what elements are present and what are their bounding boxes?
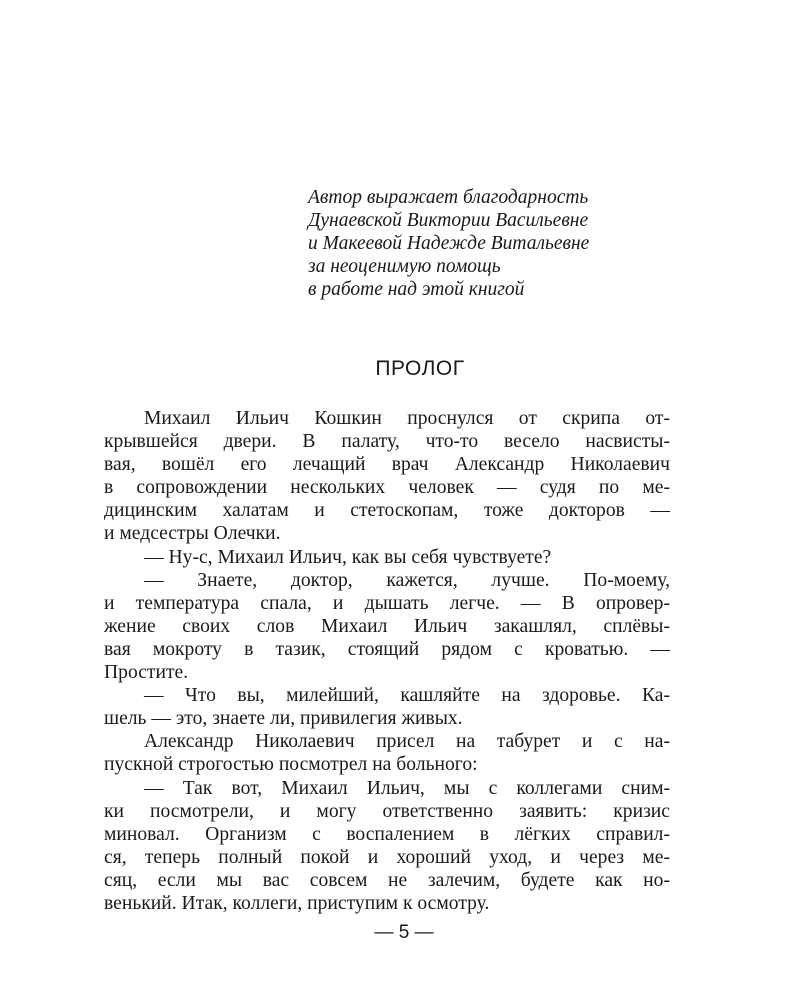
text-line: Михаил Ильич Кошкин проснулся от скрипа от- [144, 408, 670, 429]
text-line: — Что вы, милейший, кашляйте на здоровье. Ка- [144, 685, 670, 707]
text-line: и медсестры Олечки. [104, 523, 281, 545]
text-line: дицинским халатам и стетоскопам, тоже докторов — [104, 500, 670, 522]
dedication-line: в работе над этой книгой [308, 279, 525, 300]
page-number: — 5 — [374, 922, 434, 943]
text-line: — Знаете, доктор, кажется, лучше. По-моему, [144, 569, 670, 591]
chapter-title: ПРОЛОГ [375, 357, 465, 380]
text-line: ся, теперь полный покой и хороший уход, и через ме- [104, 846, 670, 868]
text-line: в сопровождении нескольких человек — судя по ме- [104, 477, 670, 499]
text-line: жение своих слов Михаил Ильич закашлял, сплёвы- [104, 615, 670, 637]
dedication-line: за неоценимую помощь [308, 256, 501, 277]
dedication-line: Автор выражает благодарность [308, 187, 589, 208]
text-line: миновал. Организм с воспалением в лёгких справил- [104, 823, 670, 845]
text-line: ки посмотрели, и могу ответственно заявить: кризис [104, 800, 670, 822]
text-line: венький. Итак, коллеги, приступим к осмотру. [104, 892, 490, 914]
text-line: вая мокроту в тазик, стоящий рядом с кроватью. — [104, 638, 670, 660]
dedication-epigraph [308, 186, 738, 301]
text-line: — Ну-с, Михаил Ильич, как вы себя чувствуете? [144, 546, 552, 568]
text-line: Простите. [104, 662, 189, 684]
text-line: пускной строгостью посмотрел на больного: [104, 754, 478, 776]
text-line: и температура спала, и дышать легче. — В опровер- [104, 592, 670, 614]
text-line: — Так вот, Михаил Ильич, мы с коллегами сним- [144, 777, 670, 799]
text-line: вая, вошёл его лечащий врач Александр Николаевич [104, 454, 670, 476]
dedication-line: и Макеевой Надежде Витальевне [308, 233, 590, 254]
text-line: Александр Николаевич присел на табурет и с на- [144, 731, 670, 753]
text-line: шель — это, знаете ли, привилегия живых. [104, 708, 463, 730]
text-line: сяц, если мы вас совсем не залечим, будете как но- [104, 869, 670, 891]
dedication-line: Дунаевской Виктории Васильевне [308, 210, 589, 231]
text-line: крывшейся двери. В палату, что-то весело насвисты- [104, 431, 670, 453]
prologue-body [104, 407, 670, 915]
